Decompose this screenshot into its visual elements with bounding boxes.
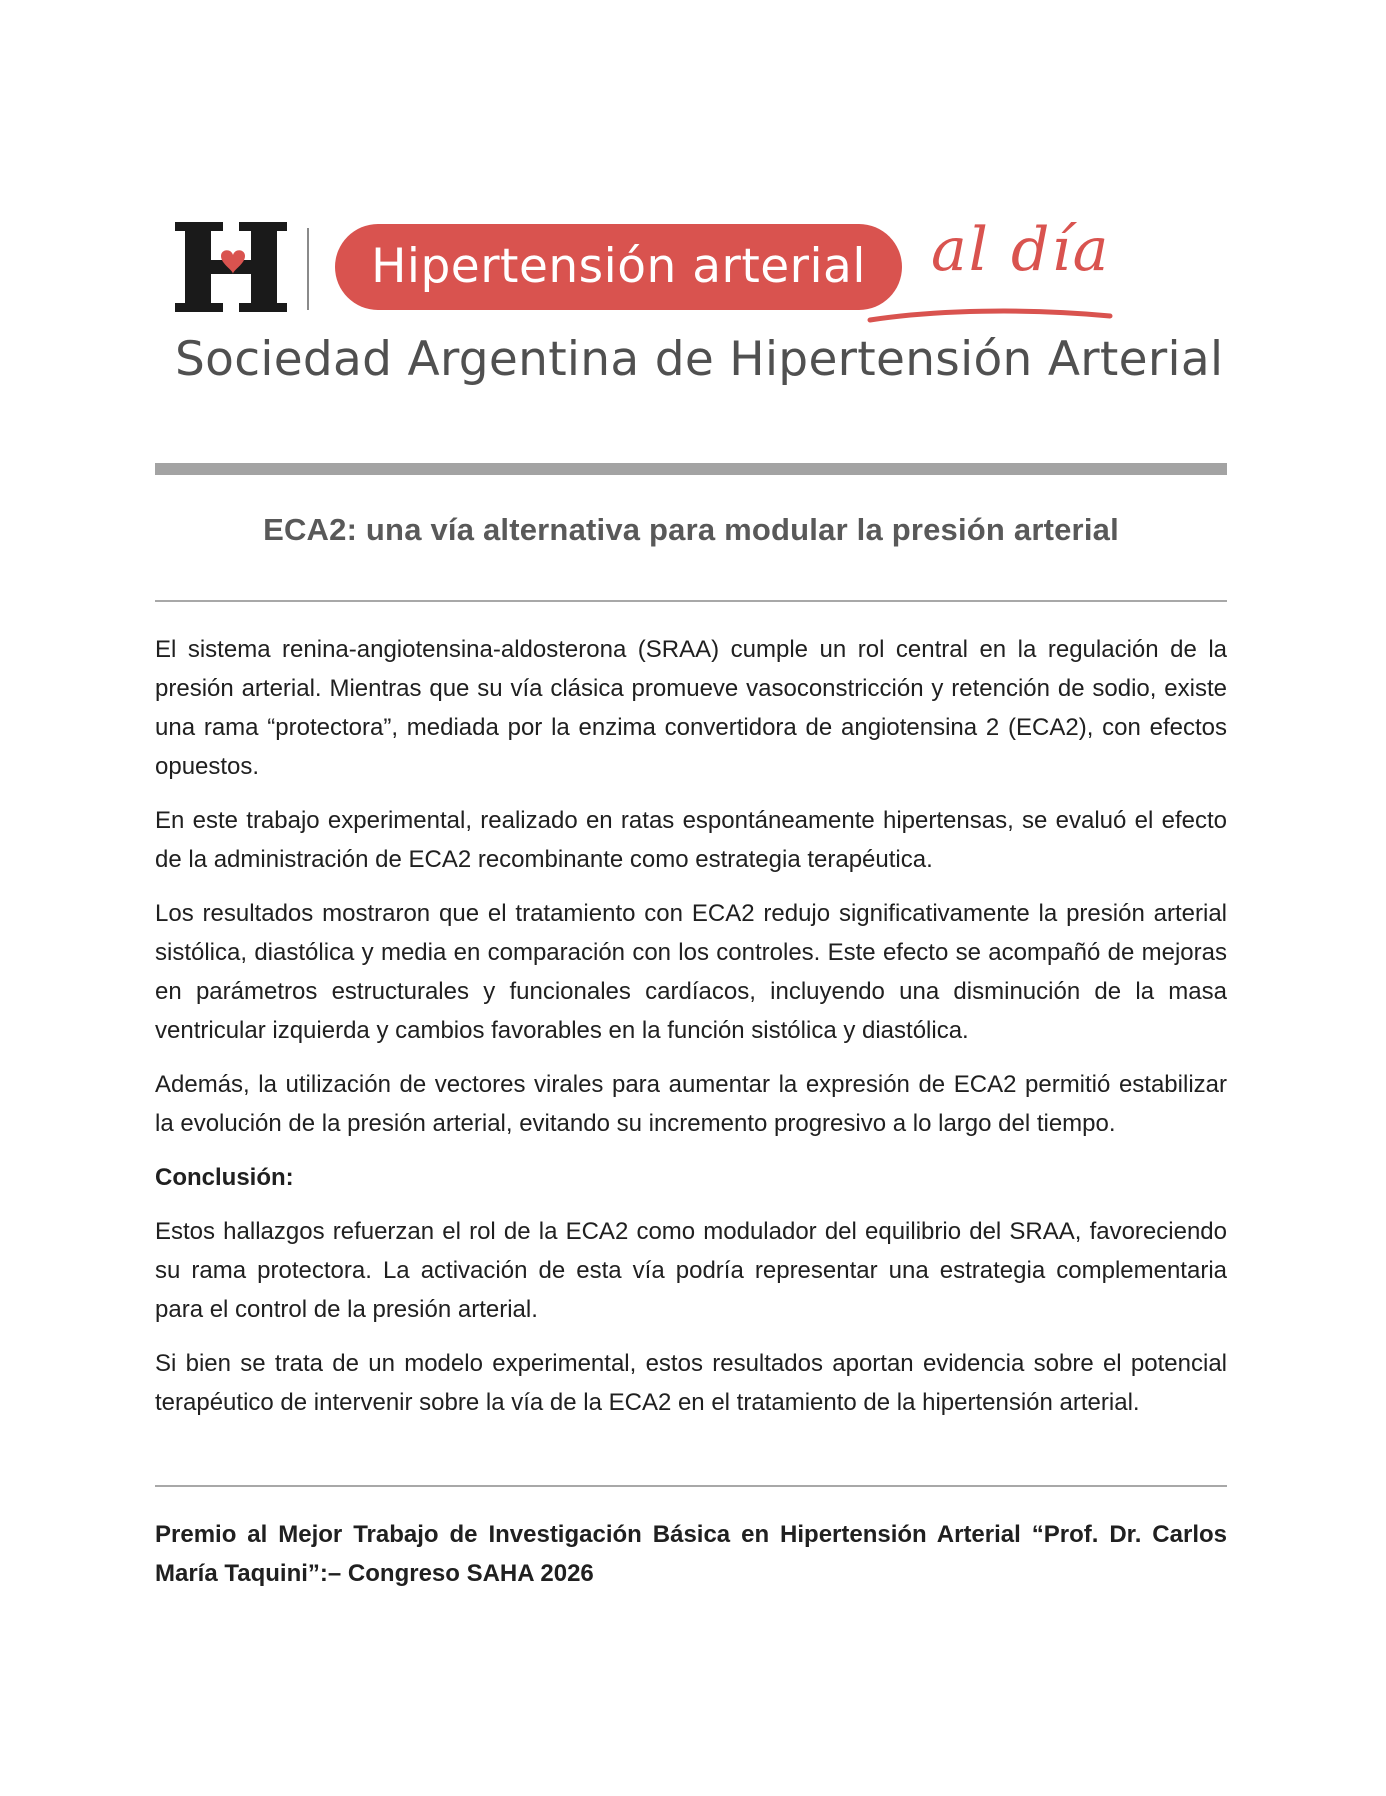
header-divider (155, 463, 1227, 475)
tagline-underline-swoosh (865, 294, 1115, 328)
society-name: Sociedad Argentina de Hipertensión Arterial (175, 332, 1224, 387)
logo-divider (307, 228, 309, 310)
body-paragraph: Además, la utilización de vectores virales para aumentar la expresión de ECA2 permitió estabilizar la evolución de la presión arterial, evitando su incremento progresivo a lo largo del tiempo. (155, 1071, 1227, 1137)
h-heart-logo-icon (175, 222, 287, 312)
body-paragraph: El sistema renina-angiotensina-aldosterona (SRAA) cumple un rol central en la regulación de la presión arterial. Mientras que su vía clásica promueve vasoconstricción y retención de sodio, existe una rama “protectora”, mediada por la enzima convertidora de angiotensina 2 (ECA2), con efectos opuestos. (155, 636, 1227, 780)
conclusion-paragraph: Si bien se trata de un modelo experimental, estos resultados aportan evidencia sobre el potencial terapéutico de intervenir sobre la vía de la ECA2 en el tratamiento de la hipertensión arterial. (155, 1350, 1227, 1416)
conclusion-heading: Conclusión: (155, 1164, 294, 1191)
article-title: ECA2: una vía alternativa para modular la presión arterial (263, 512, 1119, 547)
body-paragraph: Los resultados mostraron que el tratamiento con ECA2 redujo significativamente la presión arterial sistólica, diastólica y media en comparación con los controles. Este efecto se acompañó de mejoras en parámetros estructurales y funcionales cardíacos, incluyendo una disminución de la masa ventricular izquierda y cambios favorables en la función sistólica y diastólica. (155, 900, 1227, 1044)
brand-pill: Hipertensión arterial (335, 224, 902, 310)
footer-divider (155, 1485, 1227, 1487)
header-brand (175, 210, 1224, 410)
title-divider (155, 600, 1227, 602)
award-note: Premio al Mejor Trabajo de Investigación Básica en Hipertensión Arterial “Prof. Dr. Carlos María Taquini”:– Congreso SAHA 2026 (155, 1521, 1227, 1587)
brand-tagline: al día (931, 215, 1111, 285)
conclusion-paragraph: Estos hallazgos refuerzan el rol de la ECA2 como modulador del equilibrio del SRAA, favoreciendo su rama protectora. La activación de esta vía podría representar una estrategia complementaria para el control de la presión arterial. (155, 1218, 1227, 1323)
article-body (155, 630, 1227, 1437)
body-paragraph: En este trabajo experimental, realizado en ratas espontáneamente hipertensas, se evaluó el efecto de la administración de ECA2 recombinante como estrategia terapéutica. (155, 807, 1227, 873)
